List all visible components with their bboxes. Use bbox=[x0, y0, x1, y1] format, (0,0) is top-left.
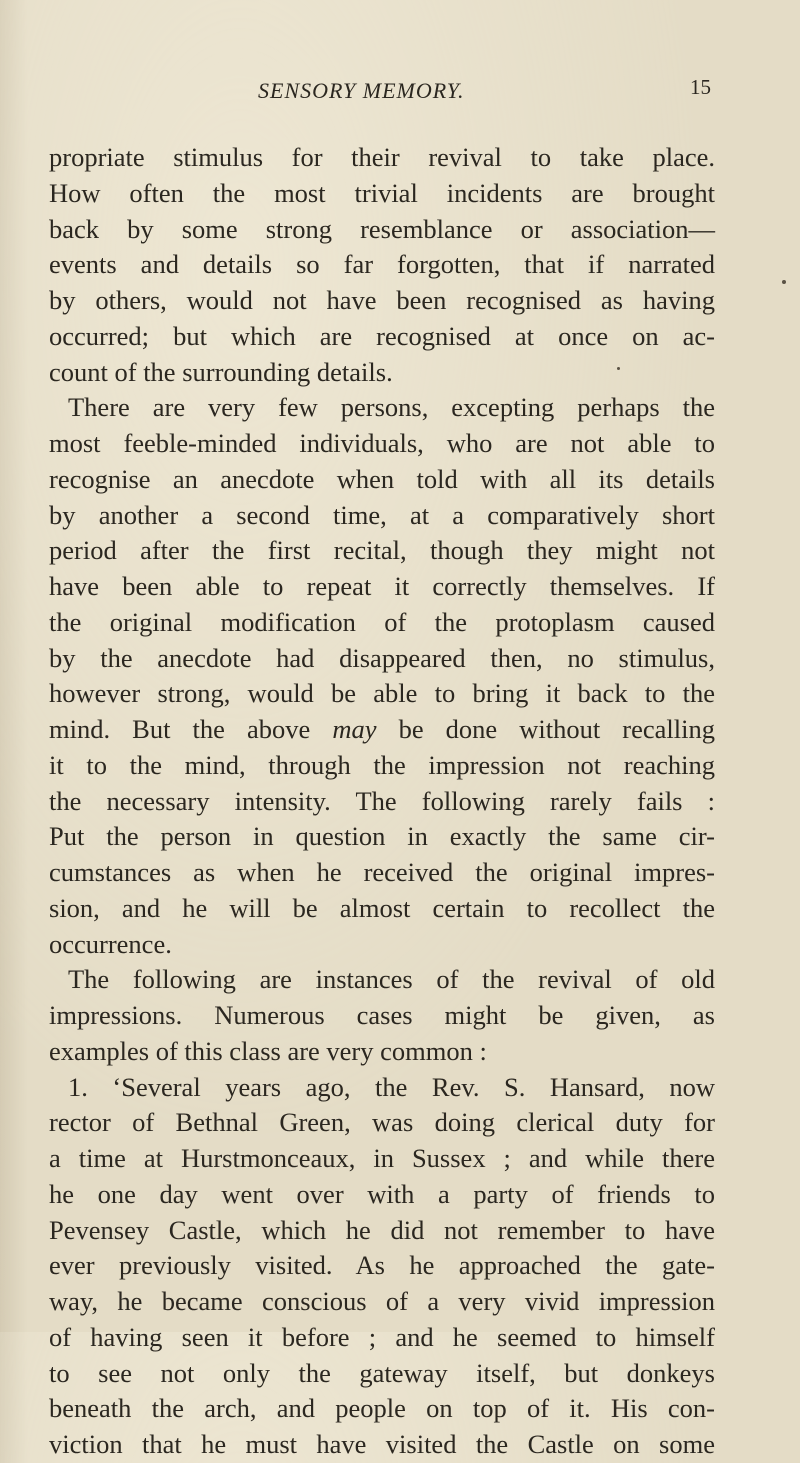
text-line: rector of Bethnal Green, was doing clerical duty for bbox=[49, 1107, 715, 1138]
text-line: by another a second time, at a comparatively short bbox=[49, 499, 715, 530]
paragraph-start-line: The following are instances of the revival of old bbox=[68, 964, 715, 995]
text-line: beneath the arch, and people on top of it. His con- bbox=[49, 1393, 715, 1424]
text-line: impressions. Numerous cases might be given, as bbox=[49, 1000, 715, 1030]
text-line: a time at Hurstmonceaux, in Sussex ; and while there bbox=[49, 1143, 715, 1173]
text-line: however strong, would be able to bring it back to the bbox=[49, 678, 715, 709]
text-line: period after the first recital, though they might not bbox=[49, 535, 715, 566]
text-line: ever previously visited. As he approached the gate- bbox=[49, 1250, 715, 1281]
text-segment: be done without recalling bbox=[376, 714, 715, 744]
print-speck bbox=[617, 367, 620, 370]
text-line: propriate stimulus for their revival to take place. bbox=[49, 142, 715, 172]
page-number: 15 bbox=[690, 75, 711, 99]
text-line: events and details so far forgotten, that if narrated bbox=[49, 249, 715, 280]
text-line: way, he became conscious of a very vivid impression bbox=[49, 1286, 715, 1316]
paragraph-end-line: examples of this class are very common : bbox=[49, 1035, 487, 1066]
running-head: SENSORY MEMORY. bbox=[258, 78, 465, 103]
text-line: Pevensey Castle, which he did not remember to have bbox=[49, 1214, 715, 1245]
paragraph-end-line: occurrence. bbox=[49, 928, 172, 959]
italic-word: may bbox=[332, 714, 377, 744]
text-line: the necessary intensity. The following rarely fails : bbox=[49, 785, 715, 816]
text-segment: mind. But the above bbox=[49, 714, 333, 744]
text-line: by the anecdote had disappeared then, no stimulus, bbox=[49, 642, 715, 673]
text-line: by others, would not have been recognised as having bbox=[49, 285, 715, 315]
text-line: recognise an anecdote when told with all its details bbox=[49, 463, 715, 494]
text-line: the original modification of the protoplasm caused bbox=[49, 606, 715, 637]
print-speck bbox=[782, 280, 786, 284]
paragraph-start-line: 1. ‘Several years ago, the Rev. S. Hansard, now bbox=[68, 1071, 715, 1102]
body-text bbox=[49, 140, 715, 1463]
text-line: How often the most trivial incidents are brought bbox=[49, 177, 715, 208]
text-line: Put the person in question in exactly the same cir- bbox=[49, 821, 715, 852]
paragraph-end-line: count of the surrounding details. bbox=[49, 356, 393, 387]
text-line: viction that he must have visited the Castle on some bbox=[49, 1429, 715, 1459]
text-line: cumstances as when he received the original impres- bbox=[49, 857, 715, 887]
text-line: occurred; but which are recognised at once on ac- bbox=[49, 320, 715, 351]
text-line: to see not only the gateway itself, but donkeys bbox=[49, 1357, 715, 1388]
text-line: most feeble-minded individuals, who are not able to bbox=[49, 428, 715, 458]
paragraph-start-line: There are very few persons, excepting perhaps the bbox=[68, 392, 715, 423]
text-line: have been able to repeat it correctly themselves. If bbox=[49, 571, 715, 601]
text-line: of having seen it before ; and he seemed to himself bbox=[49, 1321, 715, 1352]
text-line: back by some strong resemblance or association— bbox=[49, 213, 715, 244]
text-line: sion, and he will be almost certain to recollect the bbox=[49, 892, 715, 923]
text-line: it to the mind, through the impression not reaching bbox=[49, 749, 715, 780]
text-line: he one day went over with a party of friends to bbox=[49, 1178, 715, 1209]
text-line-with-italic bbox=[49, 712, 715, 748]
